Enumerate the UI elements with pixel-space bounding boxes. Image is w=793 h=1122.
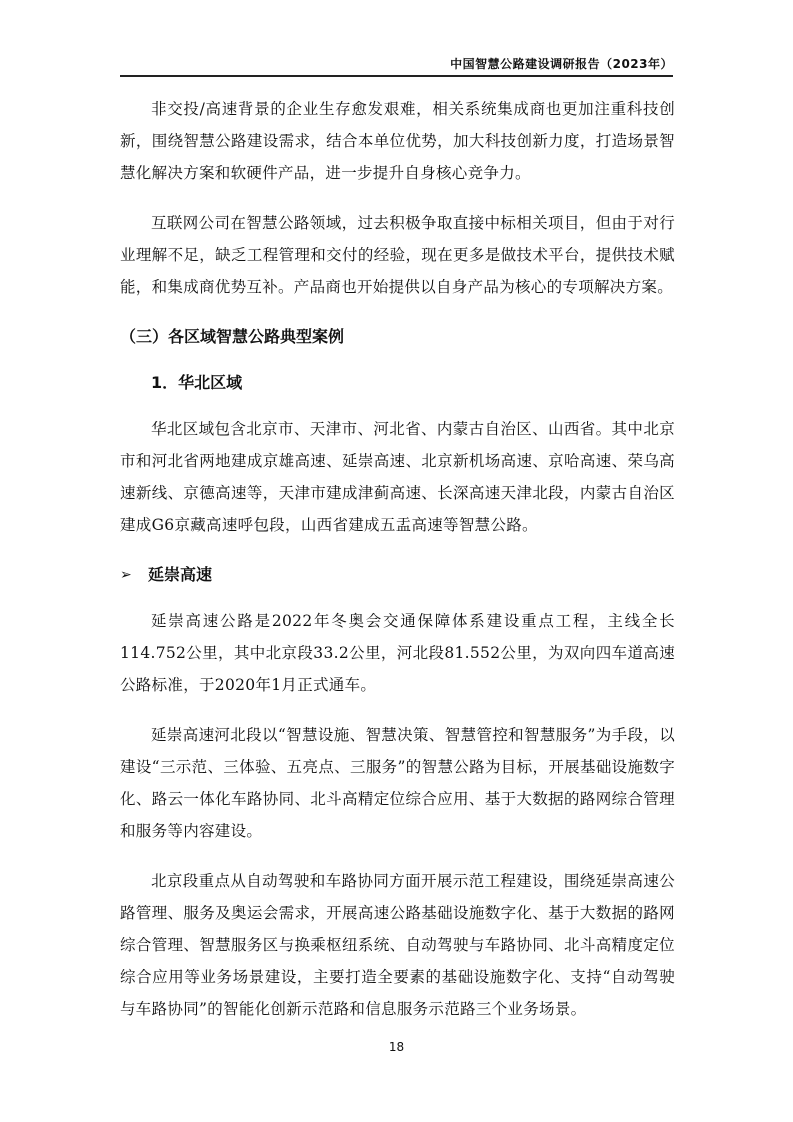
bullet-heading-title: 延崇高速 (148, 565, 213, 584)
bullet-heading (120, 559, 675, 591)
page-content (120, 93, 675, 1043)
subsection-heading: 1．华北区域 (151, 373, 243, 392)
paragraph: 非交投/高速背景的企业生存愈发艰难，相关系统集成商也更加注重科技创新，围绕智慧公路建设需求，结合本单位优势，加大科技创新力度，打造场景智慧化解决方案和软硬件产品，进一步提升自身核心竞争力。 (120, 100, 675, 182)
arrow-bullet-icon: ➢ (120, 567, 132, 583)
header-title: 中国智慧公路建设调研报告（2023年） (450, 57, 673, 71)
paragraph: 华北区域包含北京市、天津市、河北省、内蒙古自治区、山西省。其中北京市和河北省两地建成京雄高速、延崇高速、北京新机场高速、京哈高速、荣乌高速新线、京德高速等，天津市建成津蓟高速、长深高速天津北段，内蒙古自治区建成G6京藏高速呼包段，山西省建成五盂高速等智慧公路。 (120, 420, 675, 534)
paragraph: 延崇高速河北段以“智慧设施、智慧决策、智慧管控和智慧服务”为手段，以建设“三示范、三体验、五亮点、三服务”的智慧公路为目标，开展基础设施数字化、路云一体化车路协同、北斗高精定位综合应用、基于大数据的路网综合管理和服务等内容建设。 (120, 726, 675, 840)
page-number: 18 (388, 1040, 405, 1054)
page-header (120, 55, 673, 77)
paragraph: 延崇高速公路是2022年冬奥会交通保障体系建设重点工程，主线全长114.752公里，其中北京段33.2公里，河北段81.552公里，为双向四车道高速公路标准，于2020年1月正式通车。 (120, 612, 675, 694)
paragraph: 互联网公司在智慧公路领域，过去积极争取直接中标相关项目，但由于对行业理解不足，缺乏工程管理和交付的经验，现在更多是做技术平台，提供技术赋能，和集成商优势互补。产品商也开始提供以自身产品为核心的专项解决方案。 (120, 214, 675, 296)
section-heading: （三）各区域智慧公路典型案例 (120, 327, 345, 346)
paragraph: 北京段重点从自动驾驶和车路协同方面开展示范工程建设，围绕延崇高速公路管理、服务及奥运会需求，开展高速公路基础设施数字化、基于大数据的路网综合管理、智慧服务区与换乘枢纽系统、自动驾驶与车路协同、北斗高精度定位综合应用等业务场景建设，主要打造全要素的基础设施数字化、支持“自动驾驶与车路协同”的智能化创新示范路和信息服务示范路三个业务场景。 (120, 872, 675, 1018)
